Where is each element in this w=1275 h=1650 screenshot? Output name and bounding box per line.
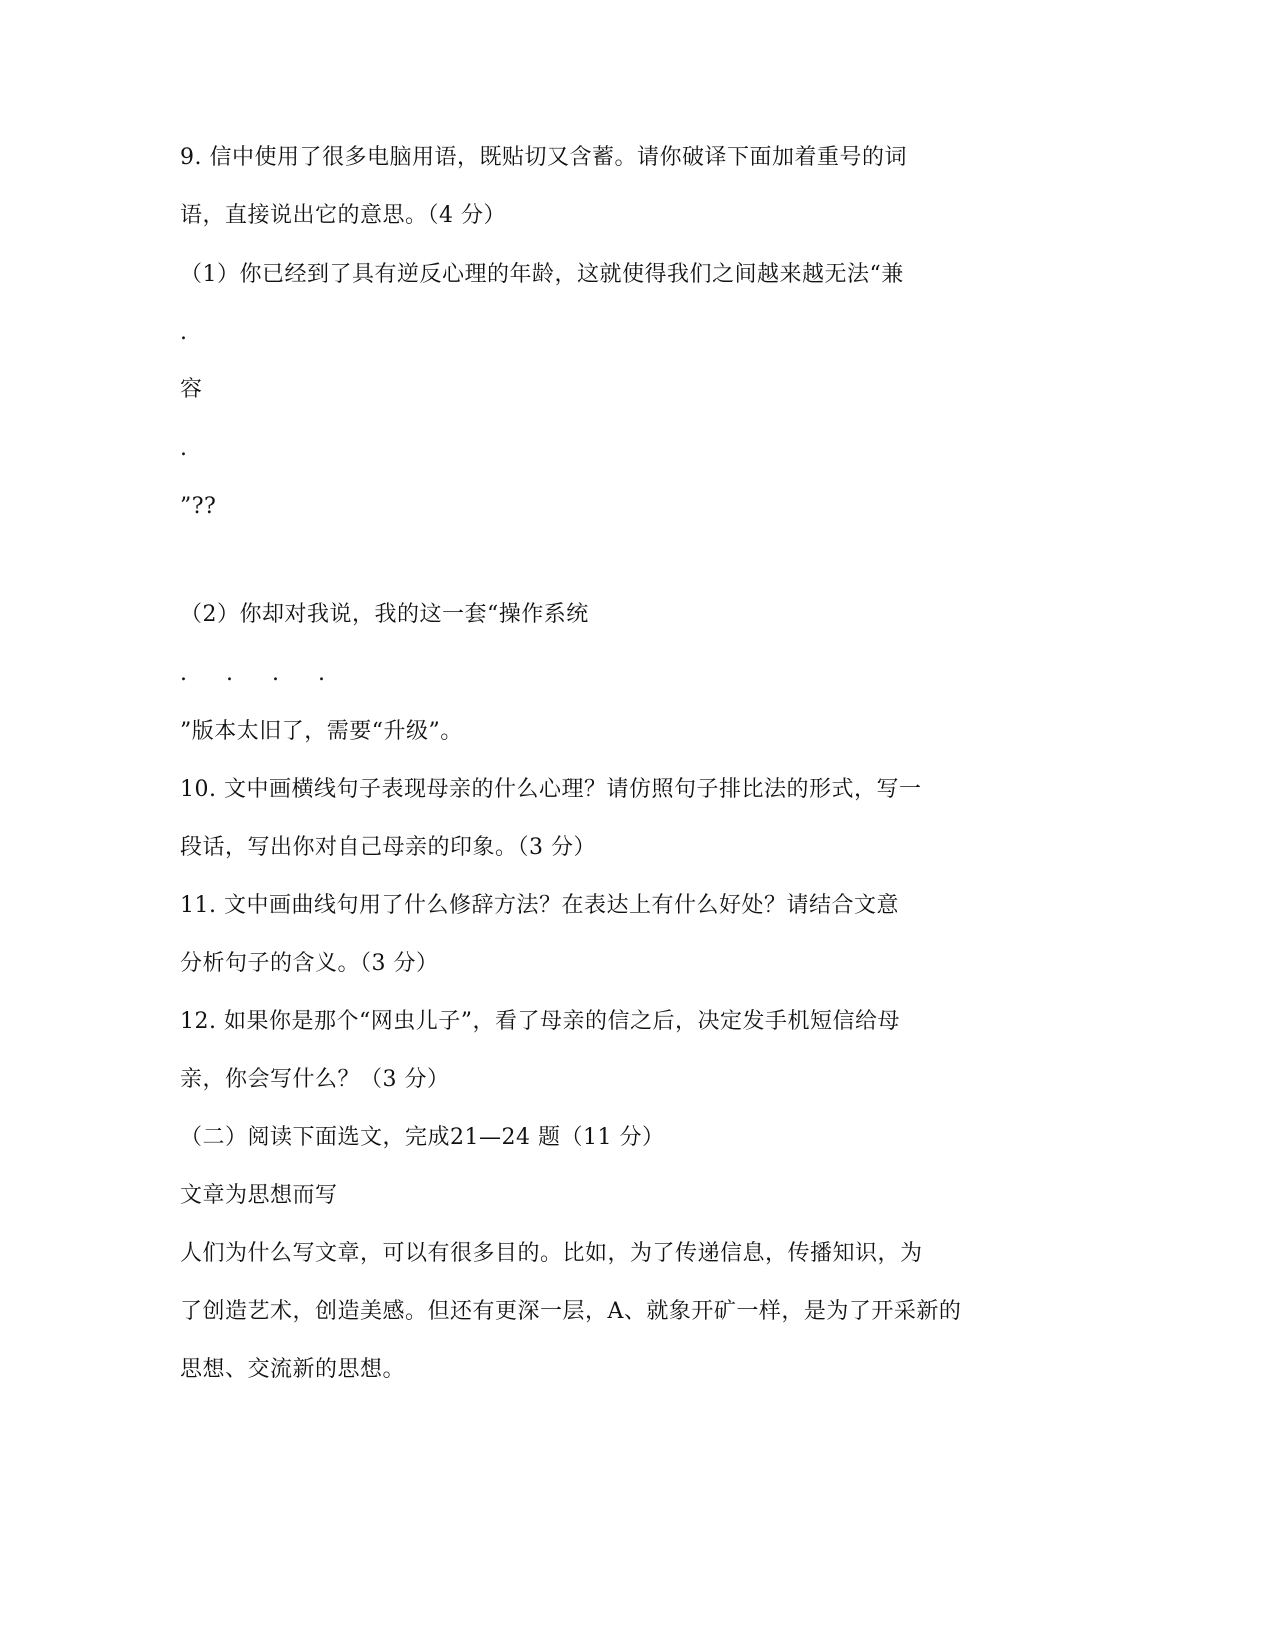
question-12-line-2: 亲，你会写什么？（3 分）	[180, 1067, 450, 1092]
fragment-rong: 容	[180, 377, 203, 402]
question-11-line-1: 11. 文中画曲线句用了什么修辞方法？在表达上有什么好处？请结合文意	[180, 893, 899, 918]
question-11-line-2: 分析句子的含义。（3 分）	[180, 951, 439, 976]
emphasis-dots: . . . .	[180, 661, 341, 686]
sub-question-2-line: （2）你却对我说，我的这一套“操作系统	[180, 602, 589, 627]
question-9-line-1: 9. 信中使用了很多电脑用语，既贴切又含蓄。请你破译下面加着重号的词	[180, 145, 907, 170]
sub-question-1-line: （1）你已经到了具有逆反心理的年龄，这就使得我们之间越来越无法“兼	[180, 262, 904, 287]
section-2-heading: （二）阅读下面选文，完成21—24 题（11 分）	[180, 1125, 665, 1150]
question-10-line-1: 10. 文中画横线句子表现母亲的什么心理？请仿照句子排比法的形式，写一	[180, 777, 922, 802]
article-paragraph-line-2: 了创造艺术，创造美感。但还有更深一层，A、就象开矿一样，是为了开采新的	[180, 1299, 962, 1324]
question-12-line-1: 12. 如果你是那个“网虫儿子”，看了母亲的信之后，决定发手机短信给母	[180, 1009, 900, 1034]
emphasis-dot: .	[180, 320, 188, 345]
emphasis-dot: .	[180, 436, 188, 461]
article-paragraph-line-3: 思想、交流新的思想。	[180, 1357, 406, 1382]
sub-question-2-continuation: ”版本太旧了，需要“升级”。	[180, 719, 463, 744]
closing-quote-fragment: ”??	[180, 494, 217, 519]
article-paragraph-line-1: 人们为什么写文章，可以有很多目的。比如，为了传递信息，传播知识，为	[180, 1241, 923, 1266]
article-title: 文章为思想而写	[180, 1183, 338, 1208]
question-9-line-2: 语，直接说出它的意思。（4 分）	[180, 203, 506, 228]
question-10-line-2: 段话，写出你对自己母亲的印象。（3 分）	[180, 835, 596, 860]
